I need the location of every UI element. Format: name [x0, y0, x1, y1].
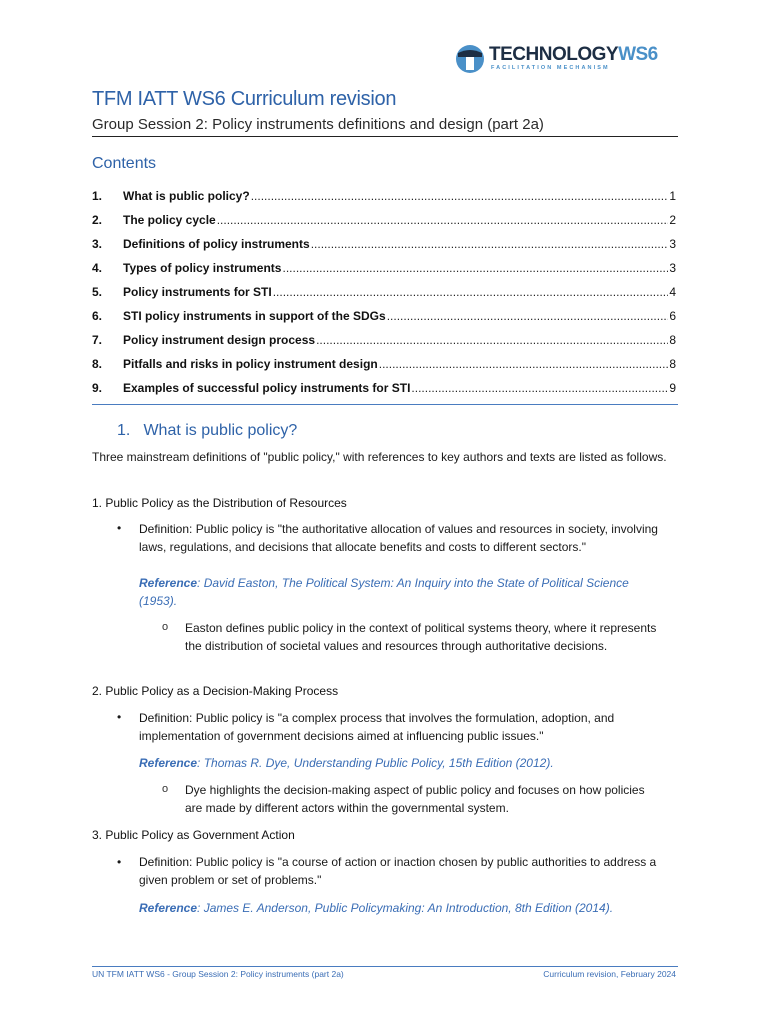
toc-page-number: 9 — [669, 381, 676, 395]
definition-subheading: 3. Public Policy as Government Action — [92, 828, 295, 842]
toc-leader — [217, 213, 669, 227]
reference-text: Reference: Thomas R. Dye, Understanding Public Policy, 15th Edition (2012). — [139, 756, 554, 770]
toc-item-1[interactable]: 1. What is public policy? ..... 1 — [92, 189, 676, 213]
footer-divider — [92, 966, 678, 967]
definition-text: Definition: Public policy is "a complex process that involves the formulation, adoption, and implementation of government decisions aimed at influencing public issues." — [139, 711, 615, 743]
toc-item-title: Examples of successful policy instruments for STI — [123, 381, 411, 395]
section-intro: Three mainstream definitions of "public policy," with references to key authors and texts are listed as follows. — [92, 450, 667, 464]
definition-text: Definition: Public policy is "a course of action or inaction chosen by public authorities to address a given problem or set of problems." — [139, 855, 657, 887]
toc-page-number: 4 — [669, 285, 676, 299]
technology-ws6-logo — [455, 44, 680, 76]
toc-page-number: 3 — [669, 237, 676, 251]
toc-item-title: Policy instrument design process — [123, 333, 316, 347]
toc-page-number: 2 — [669, 213, 676, 227]
document-title: TFM IATT WS6 Curriculum revision — [92, 88, 397, 110]
toc-item-title: Types of policy instruments — [123, 261, 282, 275]
toc-item-title: Pitfalls and risks in policy instrument design — [123, 357, 378, 371]
definition-subheading: 1. Public Policy as the Distribution of Resources — [92, 496, 347, 510]
footer-document-label: UN TFM IATT WS6 - Group Session 2: Policy instruments (part 2a) — [92, 969, 344, 979]
footer-date-label: Curriculum revision, February 2024 — [543, 969, 676, 979]
definition-note: Easton defines public policy in the context of political systems theory, where it represents the distribution of societal values and resources through authoritative decisions. — [185, 621, 657, 653]
toc-leader — [282, 261, 668, 275]
section-heading: 1. What is public policy? — [117, 422, 298, 439]
toc-item-title: What is public policy? — [123, 189, 250, 203]
definition-note: Dye highlights the decision-making aspect of public policy and focuses on how policies are made by different actors within the governmental system. — [185, 783, 645, 815]
bullet-icon: • — [117, 855, 122, 869]
toc-leader — [311, 237, 669, 251]
toc-item-6[interactable]: 6. STI policy instruments in support of the SDGs ..... 6 — [92, 309, 676, 333]
logo-wordmark: TECHNOLOGYWS6 — [489, 44, 658, 65]
title-divider — [92, 136, 678, 137]
document-subtitle: Group Session 2: Policy instruments definitions and design (part 2a) — [92, 116, 544, 133]
toc-item-2[interactable]: 2. The policy cycle ..... 2 — [92, 213, 676, 237]
toc-leader — [316, 333, 668, 347]
toc-leader — [273, 285, 669, 299]
table-of-contents — [92, 189, 676, 405]
toc-item-8[interactable]: 8. Pitfalls and risks in policy instrument design ..... 8 — [92, 357, 676, 381]
toc-item-title: Policy instruments for STI — [123, 285, 272, 299]
reference-text: Reference: David Easton, The Political System: An Inquiry into the State of Political Science (1953). — [139, 576, 629, 608]
contents-heading: Contents — [92, 155, 157, 172]
toc-item-title: Definitions of policy instruments — [123, 237, 310, 251]
bullet-icon: • — [117, 710, 122, 724]
reference-text: Reference: James E. Anderson, Public Policymaking: An Introduction, 8th Edition (2014). — [139, 901, 614, 915]
toc-item-title: STI policy instruments in support of the SDGs — [123, 309, 386, 323]
definition-subheading: 2. Public Policy as a Decision-Making Process — [92, 684, 339, 698]
toc-item-title: The policy cycle — [123, 213, 216, 227]
toc-leader — [251, 189, 669, 203]
logo-tagline: FACILITATION MECHANISM — [491, 65, 610, 71]
toc-leader — [411, 381, 668, 395]
toc-page-number: 1 — [669, 189, 676, 203]
toc-leader — [379, 357, 669, 371]
logo-mark-icon — [455, 44, 485, 74]
bullet-icon: • — [117, 521, 122, 535]
toc-item-5[interactable]: 5. Policy instruments for STI ..... 4 — [92, 285, 676, 309]
circle-bullet-icon: o — [162, 783, 169, 795]
toc-page-number: 8 — [669, 333, 676, 347]
toc-item-3[interactable]: 3. Definitions of policy instruments ..... 3 — [92, 237, 676, 261]
toc-item-7[interactable]: 7. Policy instrument design process ..... 8 — [92, 333, 676, 357]
contents-divider — [92, 404, 678, 405]
definition-text: Definition: Public policy is "the authoritative allocation of values and resources in society, involving laws, regulations, and decisions that allocate benefits and costs to different sectors." — [139, 522, 658, 554]
toc-page-number: 8 — [669, 357, 676, 371]
toc-leader — [387, 309, 669, 323]
circle-bullet-icon: o — [162, 621, 169, 633]
toc-page-number: 3 — [669, 261, 676, 275]
toc-item-4[interactable]: 4. Types of policy instruments ..... 3 — [92, 261, 676, 285]
toc-page-number: 6 — [669, 309, 676, 323]
toc-item-9[interactable]: 9. Examples of successful policy instruments for STI ..... 9 — [92, 381, 676, 405]
